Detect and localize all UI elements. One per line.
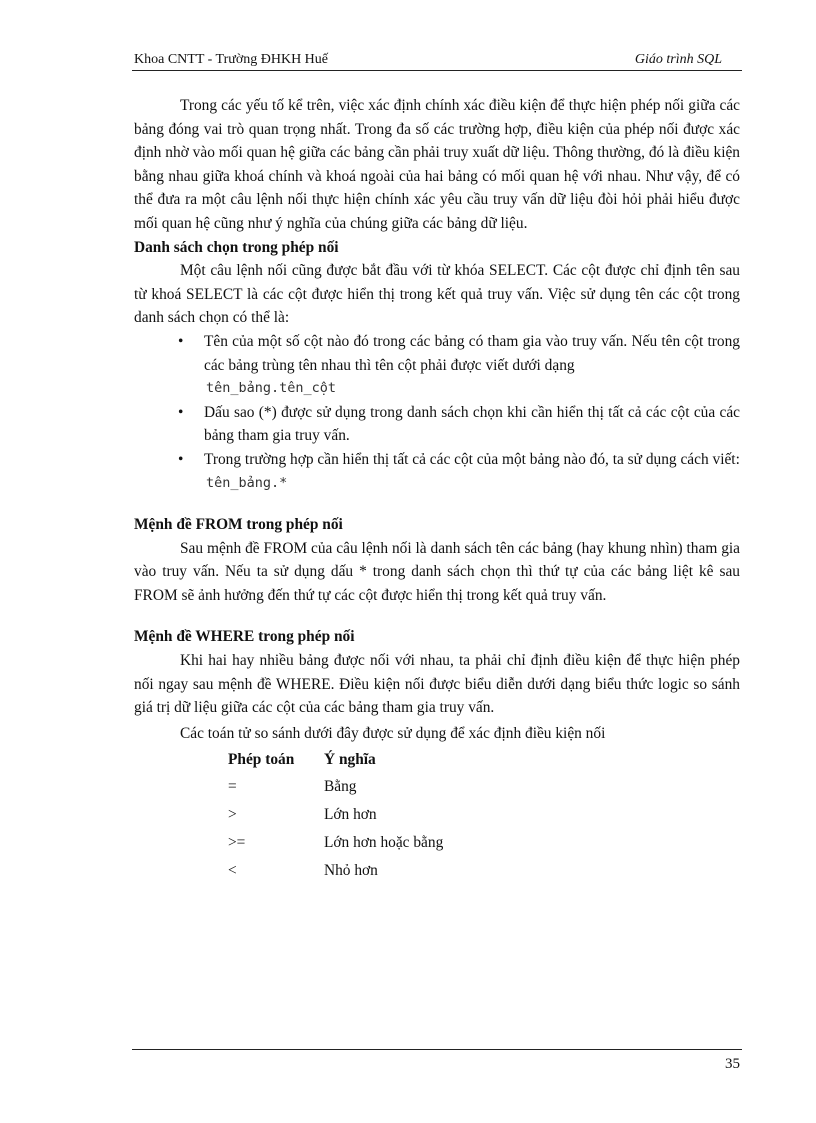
header-divider	[132, 70, 742, 71]
list-item	[204, 448, 740, 472]
spacer	[134, 495, 740, 513]
intro-paragraph: Trong các yếu tố kể trên, việc xác định chính xác điều kiện để thực hiện phép nối giữa các bảng đóng vai trò quan trọng nhất. Trong đa số các trường hợp, điều kiện của phép nối được xác định nhờ vào mối quan hệ giữa các bảng cần phải truy xuất dữ liệu. Thông thường, đó là điều kiện bằng nhau giữa khoá chính và khoá ngoài của hai bảng có mối quan hệ với nhau. Như vậy, để có thể đưa ra một câu lệnh nối thực hiện chính xác yêu cầu truy vấn dữ liệu đòi hỏi phải hiểu được mối quan hệ cũng như ý nghĩa của chúng giữa các bảng dữ liệu.	[134, 97, 740, 232]
section-select-paragraph: Một câu lệnh nối cũng được bắt đầu với từ khóa SELECT. Các cột được chỉ định tên sau từ khoá SELECT là các cột được hiển thị trong kết quả truy vấn. Việc sử dụng tên các cột trong danh sách chọn có thể là:	[134, 262, 740, 327]
footer-divider	[132, 1049, 742, 1050]
table-row	[228, 859, 443, 887]
section-heading-from: Mệnh đề FROM trong phép nối	[134, 516, 343, 534]
table-row	[228, 775, 443, 803]
meaning-cell: Lớn hơn hoặc bằng	[324, 834, 444, 852]
code-sample: tên_bảng.*	[206, 474, 288, 491]
list-item-text: Dấu sao (*) được sử dụng trong danh sách chọn khi cần hiển thị tất cả các cột của các bảng tham gia truy vấn.	[204, 403, 740, 445]
operator-cell: <	[228, 862, 237, 880]
meaning-cell: Bằng	[324, 778, 357, 796]
operator-cell: =	[228, 778, 237, 796]
code-sample: tên_bảng.tên_cột	[206, 380, 337, 397]
section-from-paragraph: Sau mệnh đề FROM của câu lệnh nối là danh sách tên các bảng (hay khung nhìn) tham gia vào truy vấn. Nếu ta sử dụng dấu * trong danh sách chọn thì thứ tự của các bảng liệt kê sau FROM sẽ ảnh hưởng đến thứ tự các cột được hiển thị trong kết quả truy vấn.	[134, 539, 740, 604]
header-left: Khoa CNTT - Trường ĐHKH Huế	[134, 52, 329, 67]
spacer	[134, 607, 740, 625]
operators-table	[228, 747, 443, 887]
list-item-text: Trong trường hợp cần hiển thị tất cả các cột của một bảng nào đó, ta sử dụng cách viết:	[204, 450, 740, 468]
list-item	[204, 330, 740, 377]
section-heading-where: Mệnh đề WHERE trong phép nối	[134, 628, 355, 646]
operators-intro: Các toán tử so sánh dưới đây được sử dụng để xác định điều kiện nối	[180, 724, 606, 742]
operator-cell: >	[228, 806, 237, 824]
list-item	[204, 401, 740, 448]
table-header-row	[228, 747, 443, 775]
section-heading-select-list: Danh sách chọn trong phép nối	[134, 238, 339, 256]
page-header	[134, 52, 740, 70]
table-row	[228, 803, 443, 831]
page-body	[134, 94, 740, 887]
bullet-list	[134, 401, 740, 472]
header-right: Giáo trình SQL	[634, 52, 722, 67]
meaning-cell: Nhỏ hơn	[324, 862, 378, 880]
list-item-text: Tên của một số cột nào đó trong các bảng có tham gia vào truy vấn. Nếu tên cột trong các bảng trùng tên nhau thì tên cột phải được viết dưới dạng	[204, 332, 740, 374]
table-row	[228, 831, 443, 859]
column-header-operator: Phép toán	[228, 750, 295, 768]
operator-cell: >=	[228, 834, 246, 852]
column-header-meaning: Ý nghĩa	[324, 750, 376, 768]
page-number: 35	[725, 1056, 740, 1072]
bullet-list	[134, 330, 740, 377]
section-where-paragraph: Khi hai hay nhiều bảng được nối với nhau, ta phải chỉ định điều kiện để thực hiện phép nối ngay sau mệnh đề WHERE. Điều kiện nối được biểu diễn dưới dạng biểu thức logic so sánh giá trị dữ liệu giữa các cột của các bảng tham gia truy vấn.	[134, 652, 740, 717]
meaning-cell: Lớn hơn	[324, 806, 377, 824]
